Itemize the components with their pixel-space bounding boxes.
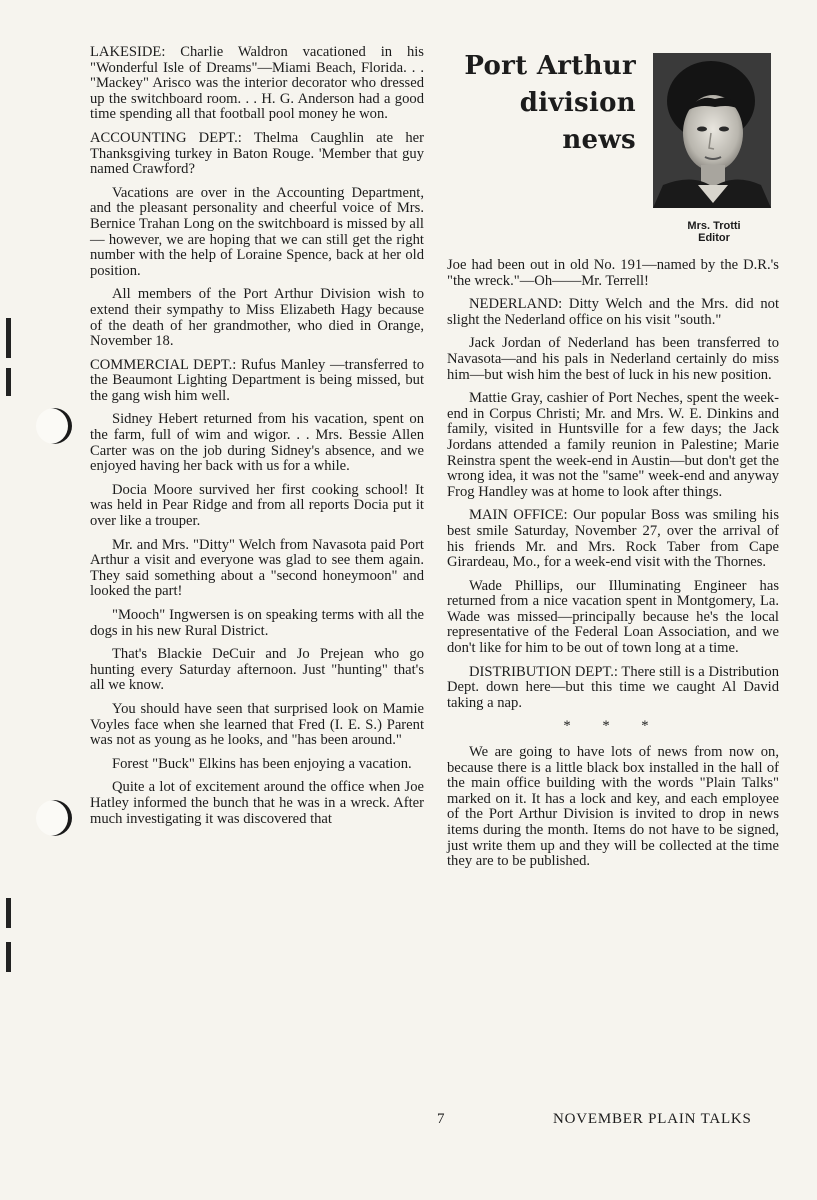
binder-mark [6,368,11,396]
punch-hole [36,800,72,836]
punch-hole [36,408,72,444]
masthead-title [440,48,636,159]
masthead-line: news [562,125,636,155]
section-divider: * * * [563,718,663,735]
portrait-caption [664,220,764,244]
right-column [447,258,779,878]
editor-portrait [653,53,771,208]
paragraph: That's Blackie DeCuir and Jo Prejean who go hunting every Saturday afternoon. Just "hunting" that's all we know. [90,646,424,694]
paragraph: Wade Phillips, our Illuminating Engineer has returned from a nice vacation spent in Montgomery, La. Wade was missed—principally because he's the local representative of the Federal Loan Association, and we don't like for him to be out of town long at a time. [447,577,779,657]
paragraph: Mr. and Mrs. "Ditty" Welch from Navasota paid Port Arthur a visit and everyone was glad to see them again. They said something about a "second honeymoon" and looked the part! [90,536,424,600]
publication-title: NOVEMBER PLAIN TALKS [553,1111,752,1127]
paragraph: LAKESIDE: Charlie Waldron vacationed in his "Wonderful Isle of Dreams"—Miami Beach, Florida. . . "Mackey" Arisco was the interior decorator who dressed up the switchboard room. . . H. G. Anderson had a good time spending all that football pool money he won. [90,44,424,123]
masthead-line: division [519,88,636,118]
paragraph: Mattie Gray, cashier of Port Neches, spent the week-end in Corpus Christi; Mr. and Mrs. W. E. Dinkins and family, visited in Huntsville for a few days; the Jack Jordans attended a family reunion in Palestine; Marie Reinstra spent the week-end in Austin—but don't get the wrong idea, it was not the "same" week-end and anyway Frog Handley was at home to look after things. [447,390,779,500]
left-column [90,45,424,835]
caption-name: Mrs. Trotti [687,220,741,232]
paragraph: ACCOUNTING DEPT.: Thelma Caughlin ate her Thanksgiving turkey in Baton Rouge. 'Member that guy named Crawford? [90,129,424,178]
paragraph: DISTRIBUTION DEPT.: There still is a Distribution Dept. down here—but this time we caught Al David taking a nap. [447,663,779,711]
paragraph: MAIN OFFICE: Our popular Boss was smiling his best smile Saturday, November 27, over the arrival of his friends Mr. and Mrs. Rock Taber from Cape Girardeau, Mo., for a week-end visit with the Thornes. [447,507,779,571]
caption-role: Editor [698,232,730,244]
paragraph: Quite a lot of excitement around the office when Joe Hatley informed the bunch that he was in a wreck. After much investigating it was discovered that [90,779,424,827]
page-number: 7 [437,1111,445,1127]
binder-mark [6,318,11,358]
binder-mark [6,898,11,928]
paragraph: NEDERLAND: Ditty Welch and the Mrs. did not slight the Nederland office on his visit "south." [447,296,779,328]
masthead-line: Port Arthur [464,51,636,81]
paragraph: COMMERCIAL DEPT.: Rufus Manley —transferred to the Beaumont Lighting Department is being missed, but the gang wish him well. [90,356,424,404]
paragraph: Jack Jordan of Nederland has been transferred to Navasota—and his pals in Nederland certainly do miss him—but wish him the best of luck in his new position. [447,335,779,383]
paragraph: Vacations are over in the Accounting Department, and the pleasant personality and cheerful voice of Mrs. Bernice Trahan Long on the switchboard is missed by all — however, we are hoping that we can still get the right number with the help of Loraine Spence, back at her old position. [90,184,424,279]
binder-mark [6,942,11,972]
paragraph: Docia Moore survived her first cooking school! It was held in Pear Ridge and from all reports Docia put it over like a trouper. [90,481,424,530]
paragraph: Forest "Buck" Elkins has been enjoying a vacation. [112,755,412,772]
paragraph: You should have seen that surprised look on Mamie Voyles face when she learned that Fred (I. E. S.) Parent was not as young as he looks, and "has been around." [90,700,424,749]
paragraph: We are going to have lots of news from now on, because there is a little black box installed in the hall of the main office building with the words "Plain Talks" marked on it. It has a lock and key, and each employee of the Port Arthur Division is invited to drop in news items during the month. Items do not have to be signed, just write them up and they will be collected at the time they are to be published. [447,744,779,870]
paragraph: All members of the Port Arthur Division wish to extend their sympathy to Miss Elizabeth Hagy because of the death of her grandmother, who died in Orange, November 18. [90,286,424,350]
paragraph: Joe had been out in old No. 191—named by the D.R.'s "the wreck."—Oh——Mr. Terrell! [447,257,779,289]
paragraph: Sidney Hebert returned from his vacation, spent on the farm, full of wim and wigor. . . Mrs. Bessie Allen Carter was on the job during Sidney's absence, and we enjoyed having her back with us for a while. [90,411,424,475]
paragraph: "Mooch" Ingwersen is on speaking terms with all the dogs in his new Rural District. [90,607,424,639]
